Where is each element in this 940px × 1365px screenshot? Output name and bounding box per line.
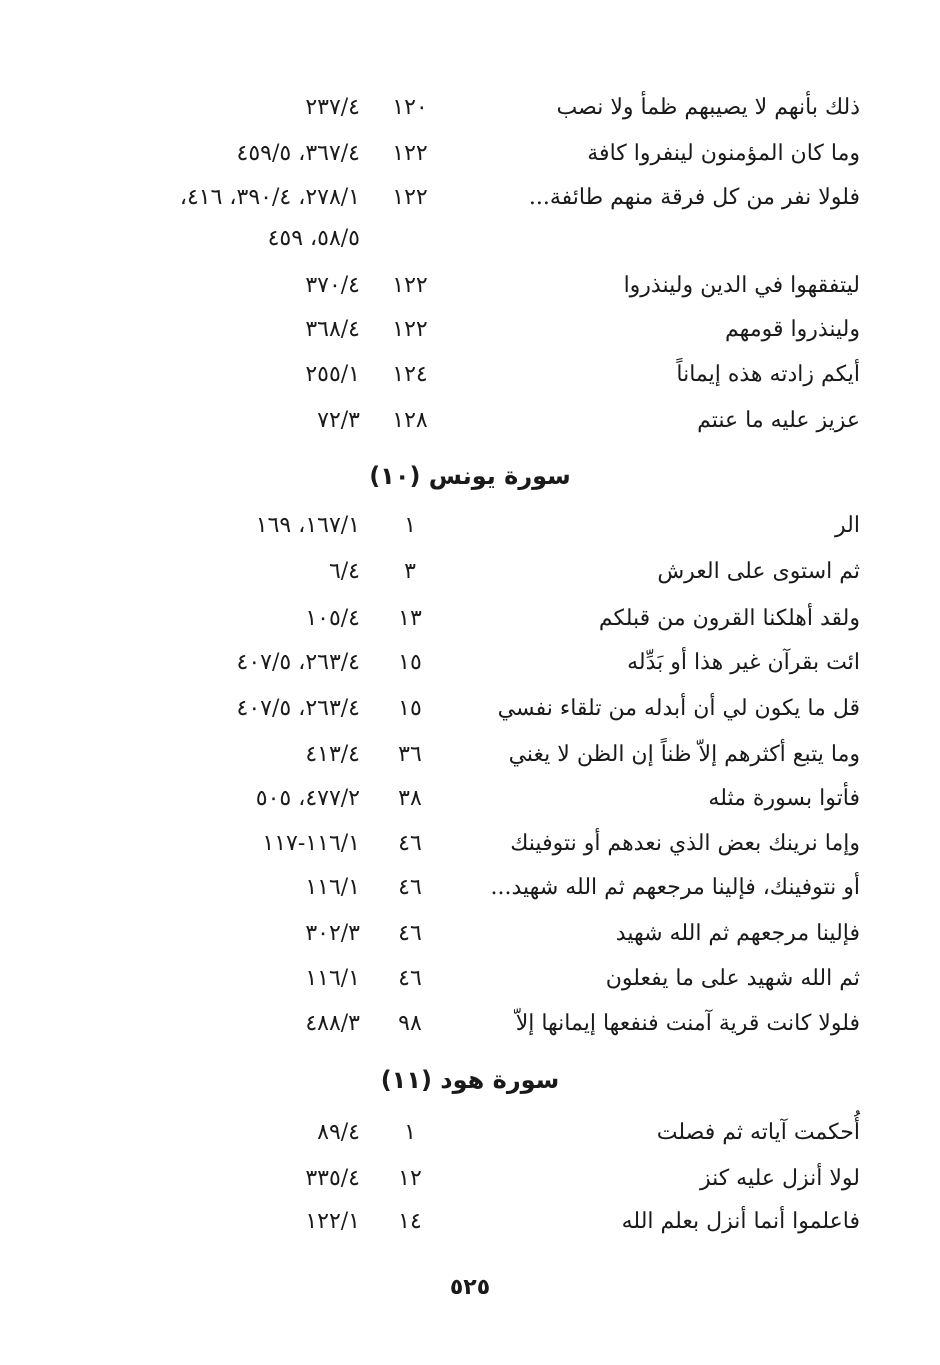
page-reference: ٣٦٧/٤، ٤٥٩/٥ <box>236 141 360 166</box>
index-row <box>0 914 940 954</box>
index-row <box>0 779 940 819</box>
page-reference: ٢٥٥/١ <box>305 362 360 387</box>
verse-text: فلولا كانت قرية آمنت فنفعها إيمانها إلاّ <box>515 1011 860 1036</box>
verse-number: ٩٨ <box>398 1011 422 1036</box>
verse-number: ٣٨ <box>398 786 422 811</box>
index-row <box>0 506 940 546</box>
page-reference: ١٠٥/٤ <box>305 606 360 631</box>
verse-text: ائت بقرآن غير هذا أو بَدِّله <box>627 650 860 675</box>
verse-text: ثم استوى على العرش <box>657 559 860 584</box>
page-reference: ١١٦/١ <box>305 875 360 900</box>
page-reference: ٢٣٧/٤ <box>305 95 360 120</box>
verse-number: ١٢٨ <box>392 408 428 433</box>
surah-heading: سورة هود (١١) <box>380 1066 560 1094</box>
verse-number: ٤٦ <box>398 831 422 856</box>
index-row <box>0 959 940 999</box>
page-reference: ٤٧٧/٢، ٥٠٥ <box>255 786 360 811</box>
index-row <box>0 1004 940 1044</box>
page-reference: ٣٠٢/٣ <box>305 921 360 946</box>
verse-number: ١٥ <box>398 696 422 721</box>
index-row <box>0 1159 940 1199</box>
verse-number: ١٢٤ <box>392 362 428 387</box>
index-row-continuation <box>0 219 940 259</box>
verse-text: أُحكمت آياته ثم فصلت <box>656 1120 860 1145</box>
index-row <box>0 689 940 729</box>
verse-number: ١٤ <box>398 1209 422 1234</box>
verse-number: ١ <box>404 1120 416 1145</box>
index-row <box>0 310 940 350</box>
verse-number: ١٢٢ <box>392 317 428 342</box>
page-reference: ٢٦٣/٤، ٤٠٧/٥ <box>236 696 360 721</box>
verse-number: ١٥ <box>398 650 422 675</box>
index-row <box>0 824 940 864</box>
index-row <box>0 868 940 908</box>
verse-text: فاعلموا أنما أنزل بعلم الله <box>621 1209 860 1234</box>
verse-text: لولا أنزل عليه كنز <box>699 1166 860 1191</box>
page-reference: ١١٦/١ <box>305 966 360 991</box>
page-reference: ٥٨/٥، ٤٥٩ <box>267 226 360 251</box>
verse-number: ٤٦ <box>398 966 422 991</box>
page-reference: ٤١٣/٤ <box>305 742 360 767</box>
page-reference: ٦/٤ <box>328 559 360 584</box>
verse-number: ١٢٠ <box>392 95 428 120</box>
page-reference: ١١٦/١-١١٧ <box>262 831 360 856</box>
verse-text: فأتوا بسورة مثله <box>708 786 860 811</box>
verse-text: ولينذروا قومهم <box>725 317 860 342</box>
verse-number: ١٢٢ <box>392 273 428 298</box>
index-row <box>0 599 940 639</box>
verse-text: وما كان المؤمنون لينفروا كافة <box>587 141 860 166</box>
verse-number: ٣ <box>404 559 416 584</box>
surah-heading: سورة يونس (١٠) <box>369 462 571 490</box>
page-reference: ٢٧٨/١، ٣٩٠/٤، ٤١٦، <box>179 185 360 210</box>
verse-text: فلولا نفر من كل فرقة منهم طائفة... <box>528 185 860 210</box>
index-row <box>0 552 940 592</box>
index-row <box>0 1202 940 1242</box>
verse-text: ليتفقهوا في الدين ولينذروا <box>623 273 860 298</box>
verse-text: وإما نرينك بعض الذي نعدهم أو نتوفينك <box>510 831 860 856</box>
verse-number: ١٢٢ <box>392 185 428 210</box>
index-row <box>0 88 940 128</box>
verse-number: ٣٦ <box>398 742 422 767</box>
page-reference: ٣٦٨/٤ <box>305 317 360 342</box>
verse-text: وما يتبع أكثرهم إلاّ ظناً إن الظن لا يغني <box>508 742 860 767</box>
verse-number: ١٢ <box>398 1166 422 1191</box>
verse-text: أيكم زادته هذه إيماناً <box>676 362 860 387</box>
page-reference: ١٦٧/١، ١٦٩ <box>255 513 360 538</box>
index-row <box>0 401 940 441</box>
verse-text: أو نتوفينك، فإلينا مرجعهم ثم الله شهيد... <box>490 875 860 900</box>
verse-text: الر <box>835 513 860 538</box>
page-reference: ٨٩/٤ <box>317 1120 360 1145</box>
verse-number: ٤٦ <box>398 921 422 946</box>
index-row <box>0 266 940 306</box>
page-reference: ٣٧٠/٤ <box>305 273 360 298</box>
verse-number: ١٢٢ <box>392 141 428 166</box>
verse-number: ٤٦ <box>398 875 422 900</box>
page-reference: ٧٢/٣ <box>317 408 360 433</box>
verse-text: ولقد أهلكنا القرون من قبلكم <box>598 606 860 631</box>
index-row <box>0 134 940 174</box>
index-row <box>0 178 940 218</box>
page-reference: ١٢٢/١ <box>305 1209 360 1234</box>
verse-text: فإلينا مرجعهم ثم الله شهيد <box>615 921 860 946</box>
index-row <box>0 643 940 683</box>
page-reference: ٣٣٥/٤ <box>305 1166 360 1191</box>
verse-text: عزيز عليه ما عنتم <box>697 408 860 433</box>
verse-number: ١ <box>404 513 416 538</box>
verse-number: ١٣ <box>398 606 422 631</box>
verse-text: ثم الله شهيد على ما يفعلون <box>605 966 860 991</box>
index-row <box>0 355 940 395</box>
page-number: ٥٢٥ <box>449 1275 491 1300</box>
verse-text: قل ما يكون لي أن أبدله من تلقاء نفسي <box>497 696 860 721</box>
index-row <box>0 735 940 775</box>
page-reference: ٢٦٣/٤، ٤٠٧/٥ <box>236 650 360 675</box>
page-reference: ٤٨٨/٣ <box>305 1011 360 1036</box>
index-row <box>0 1113 940 1153</box>
verse-text: ذلك بأنهم لا يصيبهم ظمأ ولا نصب <box>556 95 860 120</box>
